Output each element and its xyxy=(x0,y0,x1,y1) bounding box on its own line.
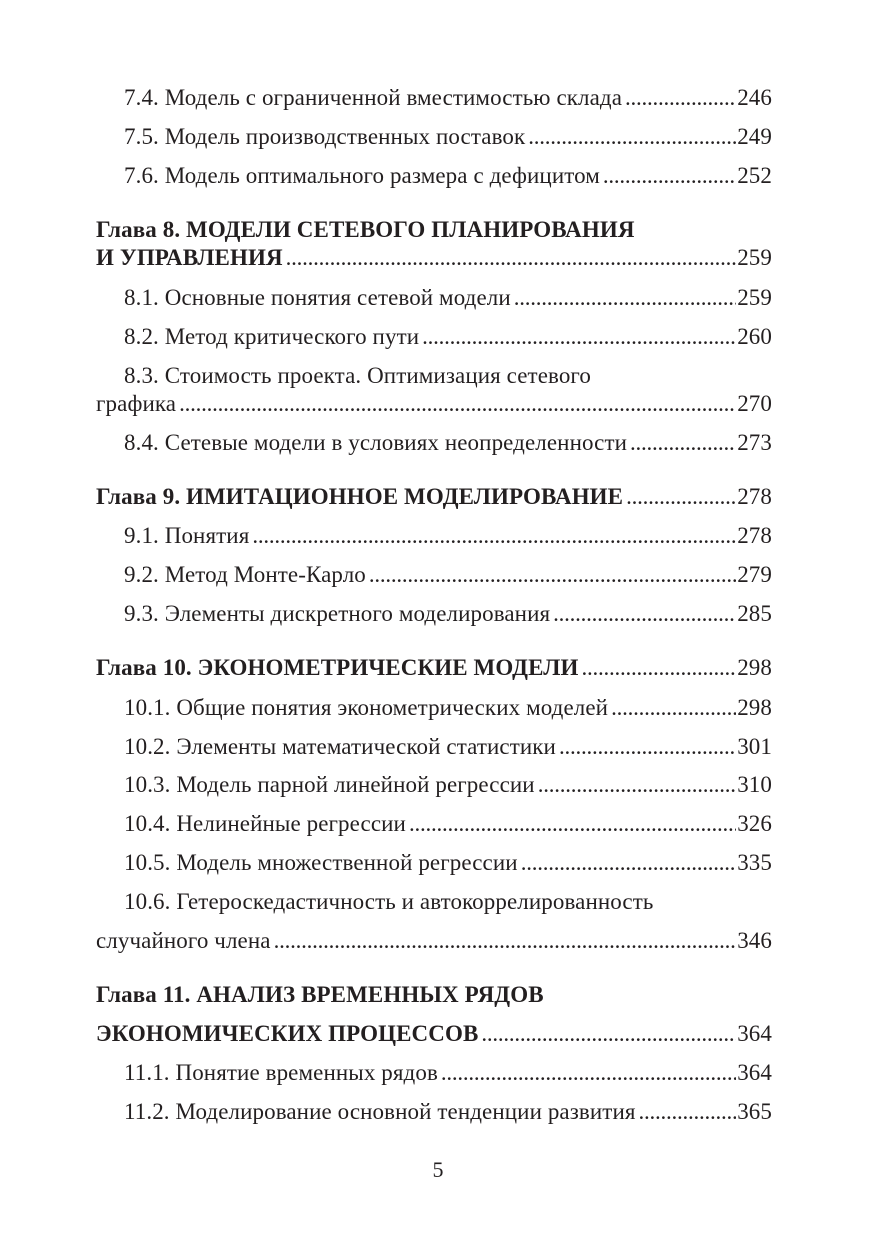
toc-entry-10-5[interactable] xyxy=(124,849,772,877)
toc-entry-page: 364 xyxy=(737,1060,772,1085)
toc-entry-title: 9.3. Элементы дискретного моделирования xyxy=(124,601,551,626)
toc-entry-9-1[interactable] xyxy=(124,522,772,550)
toc-entry-title-line1: 10.6. Гетероскедастичность и автокоррелированность xyxy=(124,889,654,914)
toc-entry-8-2[interactable] xyxy=(124,323,772,351)
toc-entry-9-2[interactable] xyxy=(124,561,772,589)
toc-chapter-title-line1: Глава 11. АНАЛИЗ ВРЕМЕННЫХ РЯДОВ xyxy=(96,982,544,1007)
toc-entry-8-3[interactable] xyxy=(96,362,772,418)
toc-chapter-title-line1: Глава 8. МОДЕЛИ СЕТЕВОГО ПЛАНИРОВАНИЯ xyxy=(96,217,635,242)
toc-entry-page: 310 xyxy=(737,772,772,797)
toc-entry-title: 9.1. Понятия xyxy=(124,523,250,548)
toc-entry-page: 279 xyxy=(737,562,772,587)
dot-leader xyxy=(514,284,736,312)
dot-leader xyxy=(603,162,736,190)
toc-entry-title: 9.2. Метод Монте-Карло xyxy=(124,562,366,587)
dot-leader xyxy=(521,849,737,877)
toc-entry-page: 252 xyxy=(737,163,772,188)
toc-entry-page: 246 xyxy=(737,85,772,110)
dot-leader xyxy=(274,927,737,955)
dot-leader xyxy=(538,771,736,799)
toc-entry-page: 326 xyxy=(737,811,772,836)
toc-entry-title: 8.1. Основные понятия сетевой модели xyxy=(124,285,511,310)
toc-entry-title: графика xyxy=(96,391,177,416)
toc-entry-title: 10.3. Модель парной линейной регрессии xyxy=(124,772,535,797)
dot-leader xyxy=(559,733,736,761)
toc-entry-title: 10.5. Модель множественной регрессии xyxy=(124,850,518,875)
toc-chapter-8[interactable] xyxy=(96,216,772,272)
toc-chapter-title: ЭКОНОМИЧЕСКИХ ПРОЦЕССОВ xyxy=(96,1021,479,1046)
toc-chapter-11[interactable] xyxy=(96,981,772,1048)
toc-entry-title: 10.1. Общие понятия эконометрических моделей xyxy=(124,695,609,720)
toc-entry-10-6[interactable] xyxy=(96,888,772,955)
toc-entry-page: 365 xyxy=(737,1099,772,1124)
toc-chapter-title: И УПРАВЛЕНИЯ xyxy=(96,245,283,270)
toc-entry-7-5[interactable] xyxy=(124,123,772,151)
toc-entry-10-2[interactable] xyxy=(124,733,772,761)
toc-entry-title: 11.2. Моделирование основной тенденции развития xyxy=(124,1099,636,1124)
toc-entry-page: 270 xyxy=(737,391,772,416)
dot-leader xyxy=(441,1059,736,1087)
toc-entry-10-4[interactable] xyxy=(124,810,772,838)
toc-entry-title: 8.2. Метод критического пути xyxy=(124,324,420,349)
dot-leader xyxy=(409,810,736,838)
toc-entry-title: 7.6. Модель оптимального размера с дефицитом xyxy=(124,163,600,188)
toc-entry-page: 301 xyxy=(737,734,772,759)
toc-entry-page: 278 xyxy=(737,523,772,548)
toc-chapter-title: Глава 10. ЭКОНОМЕТРИЧЕСКИЕ МОДЕЛИ xyxy=(96,655,579,680)
dot-leader xyxy=(481,1020,736,1048)
page-number: 5 xyxy=(432,1157,444,1182)
toc-chapter-10[interactable] xyxy=(96,654,772,682)
dot-leader xyxy=(626,483,736,511)
toc-entry-page: 364 xyxy=(737,1021,772,1046)
dot-leader xyxy=(630,429,736,457)
toc-chapter-title: Глава 9. ИМИТАЦИОННОЕ МОДЕЛИРОВАНИЕ xyxy=(96,484,624,509)
toc-entry-title: 7.5. Модель производственных поставок xyxy=(124,124,526,149)
dot-leader xyxy=(611,694,736,722)
toc-entry-page: 298 xyxy=(737,655,772,680)
toc-entry-page: 278 xyxy=(737,484,772,509)
toc-entry-10-3[interactable] xyxy=(124,771,772,799)
dot-leader xyxy=(252,522,736,550)
toc-entry-title: 10.2. Элементы математической статистики xyxy=(124,734,556,759)
toc-entry-title-line1: 8.3. Стоимость проекта. Оптимизация сетевого xyxy=(124,363,591,388)
toc-entry-title: 11.1. Понятие временных рядов xyxy=(124,1060,438,1085)
toc-entry-title: 10.4. Нелинейные регрессии xyxy=(124,811,406,836)
dot-leader xyxy=(639,1098,737,1126)
toc-entry-7-6[interactable] xyxy=(124,162,772,190)
dot-leader xyxy=(422,323,736,351)
toc-entry-title: случайного члена xyxy=(96,928,271,953)
toc-entry-title: 8.4. Сетевые модели в условиях неопределенности xyxy=(124,430,628,455)
toc-entry-page: 346 xyxy=(737,928,772,953)
dot-leader xyxy=(179,390,736,418)
dot-leader xyxy=(369,561,736,589)
toc-chapter-9[interactable] xyxy=(96,483,772,511)
toc-entry-page: 298 xyxy=(737,695,772,720)
toc-entry-7-4[interactable] xyxy=(124,84,772,112)
toc-entry-8-1[interactable] xyxy=(124,284,772,312)
toc-entry-page: 259 xyxy=(737,285,772,310)
toc-entry-page: 273 xyxy=(737,430,772,455)
toc-entry-page: 259 xyxy=(737,245,772,270)
toc-entry-8-4[interactable] xyxy=(124,429,772,457)
dot-leader xyxy=(625,84,736,112)
toc-entry-9-3[interactable] xyxy=(124,600,772,628)
dot-leader xyxy=(581,654,736,682)
toc-entry-page: 285 xyxy=(737,601,772,626)
dot-leader xyxy=(553,600,736,628)
toc-entry-page: 335 xyxy=(737,850,772,875)
toc-entry-title: 7.4. Модель с ограниченной вместимостью склада xyxy=(124,85,623,110)
toc-entry-page: 249 xyxy=(737,124,772,149)
toc-entry-11-2[interactable] xyxy=(124,1098,772,1126)
dot-leader xyxy=(286,244,737,272)
toc-entry-11-1[interactable] xyxy=(124,1059,772,1087)
toc-entry-10-1[interactable] xyxy=(124,694,772,722)
dot-leader xyxy=(528,123,736,151)
toc-entry-page: 260 xyxy=(737,324,772,349)
